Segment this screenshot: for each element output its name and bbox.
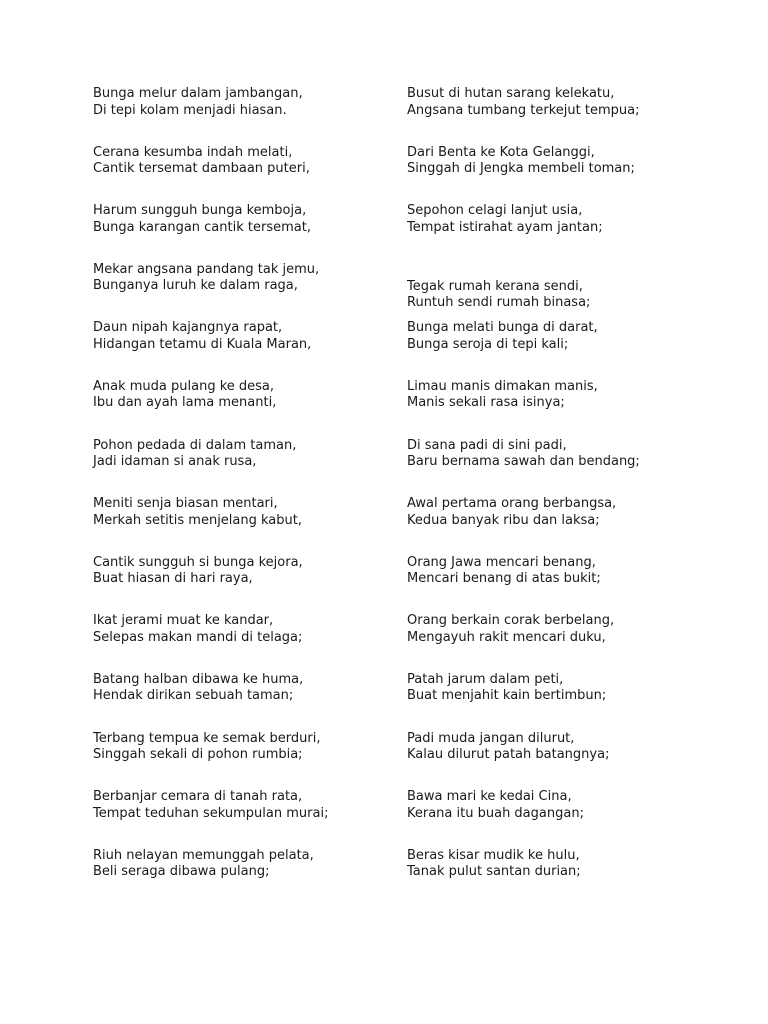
pantun-stanza bbox=[93, 438, 328, 497]
left-pantun-column bbox=[93, 86, 328, 906]
pantun-stanza bbox=[93, 496, 328, 555]
stanza-line: Patah jarum dalam peti, bbox=[407, 671, 564, 687]
stanza-line: Runtuh sendi rumah binasa; bbox=[407, 295, 591, 311]
pantun-stanza bbox=[93, 848, 328, 907]
stanza-line: Bawa mari ke kedai Cina, bbox=[407, 789, 572, 805]
pantun-stanza bbox=[407, 613, 640, 672]
pantun-stanza bbox=[407, 379, 640, 438]
stanza-line: Tempat istirahat ayam jantan; bbox=[407, 219, 603, 235]
stanza-line: Awal pertama orang berbangsa, bbox=[407, 496, 617, 512]
stanza-line: Busut di hutan sarang kelekatu, bbox=[407, 86, 615, 101]
stanza-line: Singgah di Jengka membeli toman; bbox=[407, 161, 635, 177]
stanza-line: Orang berkain corak berbelang, bbox=[407, 613, 615, 629]
stanza-line: Mencari benang di atas bukit; bbox=[407, 571, 601, 587]
pantun-stanza bbox=[93, 203, 328, 262]
stanza-line: Daun nipah kajangnya rapat, bbox=[93, 320, 283, 336]
stanza-line: Mekar angsana pandang tak jemu, bbox=[93, 261, 320, 277]
stanza-line: Sepohon celagi lanjut usia, bbox=[407, 203, 583, 219]
stanza-line: Terbang tempua ke semak berduri, bbox=[93, 730, 321, 746]
pantun-stanza bbox=[93, 379, 328, 438]
stanza-line: Riuh nelayan memunggah pelata, bbox=[93, 847, 314, 863]
stanza-line: Tegak rumah kerana sendi, bbox=[407, 278, 583, 294]
pantun-stanza bbox=[93, 555, 328, 614]
pantun-stanza bbox=[407, 672, 640, 731]
pantun-stanza bbox=[407, 438, 640, 497]
stanza-line: Beras kisar mudik ke hulu, bbox=[407, 847, 580, 863]
stanza-line: Buat menjahit kain bertimbun; bbox=[407, 688, 607, 704]
stanza-line: Buat hiasan di hari raya, bbox=[93, 571, 253, 587]
stanza-line: Bunga melati bunga di darat, bbox=[407, 320, 598, 336]
pantun-stanza bbox=[93, 789, 328, 848]
stanza-line: Mengayuh rakit mencari duku, bbox=[407, 629, 606, 645]
pantun-stanza bbox=[93, 731, 328, 790]
stanza-line: Hidangan tetamu di Kuala Maran, bbox=[93, 336, 312, 352]
stanza-line: Bunga karangan cantik tersemat, bbox=[93, 219, 311, 235]
pantun-stanza bbox=[93, 262, 328, 321]
stanza-line: Angsana tumbang terkejut tempua; bbox=[407, 102, 640, 118]
pantun-stanza bbox=[93, 86, 328, 145]
stanza-line: Ikat jerami muat ke kandar, bbox=[93, 613, 274, 629]
pantun-stanza bbox=[407, 145, 640, 204]
stanza-line: Kedua banyak ribu dan laksa; bbox=[407, 512, 600, 528]
stanza-line: Manis sekali rasa isinya; bbox=[407, 395, 565, 411]
pantun-stanza bbox=[407, 731, 640, 790]
pantun-stanza bbox=[407, 789, 640, 848]
stanza-line: Merkah setitis menjelang kabut, bbox=[93, 512, 302, 528]
stanza-line: Anak muda pulang ke desa, bbox=[93, 378, 275, 394]
stanza-line: Cerana kesumba indah melati, bbox=[93, 144, 293, 160]
pantun-stanza bbox=[407, 203, 640, 262]
pantun-stanza bbox=[407, 555, 640, 614]
stanza-line: Kalau dilurut patah batangnya; bbox=[407, 747, 610, 763]
pantun-stanza bbox=[407, 262, 640, 321]
stanza-line: Kerana itu buah dagangan; bbox=[407, 805, 584, 821]
stanza-line: Bunga seroja di tepi kali; bbox=[407, 336, 569, 352]
pantun-stanza bbox=[93, 613, 328, 672]
stanza-line: Beli seraga dibawa pulang; bbox=[93, 864, 270, 880]
stanza-line: Cantik sungguh si bunga kejora, bbox=[93, 554, 303, 570]
stanza-line: Meniti senja biasan mentari, bbox=[93, 496, 278, 512]
stanza-line: Selepas makan mandi di telaga; bbox=[93, 629, 303, 645]
pantun-stanza bbox=[93, 672, 328, 731]
stanza-line: Cantik tersemat dambaan puteri, bbox=[93, 161, 310, 177]
stanza-line: Berbanjar cemara di tanah rata, bbox=[93, 789, 303, 805]
stanza-line: Singgah sekali di pohon rumbia; bbox=[93, 747, 303, 763]
stanza-line: Harum sungguh bunga kemboja, bbox=[93, 203, 307, 219]
stanza-line: Tanak pulut santan durian; bbox=[407, 864, 581, 880]
right-pantun-column bbox=[407, 86, 640, 906]
stanza-line: Padi muda jangan dilurut, bbox=[407, 730, 575, 746]
stanza-line: Limau manis dimakan manis, bbox=[407, 378, 598, 394]
stanza-line: Baru bernama sawah dan bendang; bbox=[407, 454, 640, 470]
pantun-stanza bbox=[407, 320, 640, 379]
pantun-stanza bbox=[407, 496, 640, 555]
stanza-line: Tempat teduhan sekumpulan murai; bbox=[93, 805, 329, 821]
stanza-line: Dari Benta ke Kota Gelanggi, bbox=[407, 144, 595, 160]
stanza-line: Hendak dirikan sebuah taman; bbox=[93, 688, 294, 704]
stanza-line: Bunganya luruh ke dalam raga, bbox=[93, 278, 298, 294]
stanza-line: Di sana padi di sini padi, bbox=[407, 437, 567, 453]
stanza-line: Bunga melur dalam jambangan, bbox=[93, 86, 303, 101]
pantun-stanza bbox=[93, 320, 328, 379]
stanza-line: Jadi idaman si anak rusa, bbox=[93, 454, 257, 470]
pantun-stanza bbox=[93, 145, 328, 204]
stanza-line: Orang Jawa mencari benang, bbox=[407, 554, 596, 570]
stanza-line: Batang halban dibawa ke huma, bbox=[93, 671, 304, 687]
stanza-line: Ibu dan ayah lama menanti, bbox=[93, 395, 277, 411]
stanza-line: Pohon pedada di dalam taman, bbox=[93, 437, 297, 453]
pantun-stanza bbox=[407, 86, 640, 145]
stanza-line: Di tepi kolam menjadi hiasan. bbox=[93, 102, 287, 118]
pantun-stanza bbox=[407, 848, 640, 907]
